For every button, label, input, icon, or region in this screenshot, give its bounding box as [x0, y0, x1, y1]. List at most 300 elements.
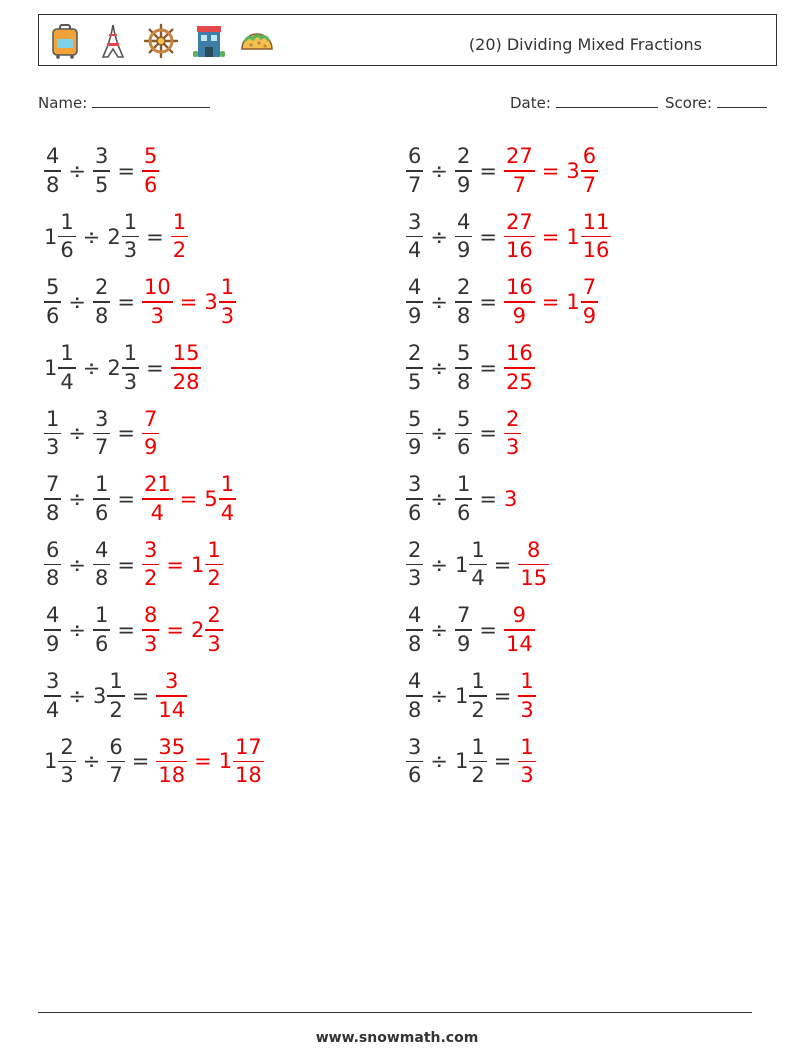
- fraction: [107, 734, 124, 788]
- answer: [142, 537, 223, 591]
- numerator: 2: [94, 275, 109, 300]
- whole-number: 3: [204, 290, 218, 315]
- answer-fraction: [518, 537, 549, 591]
- dividend: [406, 209, 423, 263]
- numerator: 5: [143, 144, 158, 169]
- name-label: Name:: [38, 94, 88, 112]
- numerator: 16: [505, 275, 533, 300]
- header-box: [38, 14, 777, 66]
- problem-item: [44, 661, 187, 731]
- numerator: 3: [408, 734, 422, 759]
- denominator: 9: [46, 631, 60, 656]
- equals-sign: =: [541, 224, 560, 249]
- problem-item: [406, 726, 536, 796]
- dividend: [44, 406, 61, 460]
- fraction: [44, 146, 61, 196]
- denominator: 6: [408, 763, 422, 788]
- numerator: 21: [143, 472, 171, 497]
- whole-number: 1: [454, 749, 469, 774]
- fraction: [219, 277, 236, 327]
- fraction: [406, 146, 423, 196]
- eiffel-tower-icon: [95, 23, 131, 59]
- numerator: 15: [172, 341, 200, 366]
- luggage-icon: [47, 23, 83, 59]
- denominator: 5: [408, 369, 422, 394]
- dividend: [44, 474, 61, 524]
- answer: [518, 734, 535, 788]
- numerator: 2: [408, 537, 422, 562]
- date-label: Date:: [510, 94, 551, 112]
- equals-sign: =: [166, 618, 184, 643]
- denominator: 9: [408, 303, 422, 328]
- score-line: [717, 93, 767, 108]
- fraction: [44, 277, 61, 327]
- numerator: 1: [220, 275, 235, 300]
- footer-divider: [38, 1012, 752, 1013]
- fraction: [122, 343, 139, 393]
- problem-item: [406, 136, 598, 206]
- denominator: 8: [46, 500, 60, 525]
- score-label: Score:: [665, 94, 713, 112]
- answer: [504, 277, 598, 327]
- dividend: [406, 734, 423, 788]
- denominator: 4: [46, 697, 60, 722]
- numerator: 1: [60, 209, 74, 234]
- name-field[interactable]: [38, 93, 210, 112]
- answer-fraction: [142, 406, 159, 460]
- numerator: 4: [46, 603, 60, 628]
- dividend: [406, 146, 423, 196]
- answer-fraction: [518, 671, 535, 721]
- answer-mixed-number: [191, 605, 223, 655]
- fraction: [93, 537, 110, 591]
- denominator: 4: [60, 369, 74, 394]
- worksheet-title: (20) Dividing Mixed Fractions: [468, 35, 702, 54]
- denominator: 2: [471, 763, 485, 788]
- divide-sign: ÷: [68, 683, 86, 708]
- divisor: [455, 343, 472, 393]
- denominator: 3: [408, 566, 422, 591]
- answer-mixed-number: [566, 277, 598, 327]
- numerator: 2: [60, 734, 74, 759]
- dividend: [44, 277, 61, 327]
- fraction: [581, 209, 612, 263]
- problem-item: [44, 398, 159, 468]
- fraction: [504, 605, 535, 655]
- fraction: [406, 537, 423, 591]
- divisor: [455, 474, 472, 524]
- numerator: 6: [582, 144, 597, 169]
- numerator: 1: [471, 669, 485, 694]
- answer: [171, 343, 202, 393]
- answer: [142, 474, 236, 524]
- divide-sign: ÷: [68, 552, 86, 577]
- numerator: 4: [94, 537, 109, 562]
- fraction: [205, 605, 222, 655]
- denominator: 15: [520, 566, 548, 591]
- denominator: 3: [150, 303, 165, 328]
- answer: [518, 671, 535, 721]
- answer-fraction: [504, 605, 535, 655]
- fraction: [44, 671, 61, 721]
- denominator: 6: [143, 172, 158, 197]
- dividend: [406, 343, 423, 393]
- denominator: 6: [94, 631, 109, 656]
- denominator: 4: [408, 238, 422, 263]
- numerator: 6: [109, 734, 123, 759]
- dividend: [44, 671, 61, 721]
- denominator: 9: [456, 631, 471, 656]
- dividend: [44, 146, 61, 196]
- denominator: 4: [150, 500, 165, 525]
- answer-fraction: [156, 671, 187, 721]
- whole-number: 2: [190, 618, 205, 643]
- numerator: 3: [143, 537, 158, 562]
- denominator: 2: [109, 697, 123, 722]
- divisor: [93, 605, 110, 655]
- answer-fraction: [504, 146, 535, 196]
- divide-sign: ÷: [430, 290, 448, 315]
- answer-mixed-number: [204, 277, 236, 327]
- divisor: [455, 605, 472, 655]
- equals-sign: =: [479, 224, 497, 249]
- dividend: [44, 537, 61, 591]
- fraction: [406, 406, 423, 460]
- denominator: 7: [512, 172, 527, 197]
- dividend: [406, 537, 423, 591]
- fraction: [518, 734, 535, 788]
- answer: [142, 605, 223, 655]
- whole-number: 3: [503, 487, 518, 511]
- fraction: [219, 474, 236, 524]
- fraction: [93, 146, 110, 196]
- equals-sign: =: [131, 749, 150, 774]
- answer: [504, 343, 535, 393]
- denominator: 8: [46, 172, 60, 197]
- fraction: [469, 734, 486, 788]
- answer-fraction: [156, 734, 187, 788]
- denominator: 3: [46, 435, 60, 460]
- numerator: 8: [527, 537, 541, 562]
- numerator: 10: [143, 275, 171, 300]
- fraction: [406, 209, 423, 263]
- numerator: 1: [60, 341, 74, 366]
- divisor: [93, 146, 110, 196]
- answer-fraction: [504, 277, 535, 327]
- denominator: 16: [582, 238, 610, 263]
- denominator: 6: [94, 500, 109, 525]
- fraction: [142, 406, 159, 460]
- divisor: [107, 734, 124, 788]
- equals-sign: =: [179, 487, 198, 511]
- answer: [518, 537, 549, 591]
- whole-number: 3: [92, 683, 107, 708]
- problem-item: [44, 464, 236, 534]
- divisor: [455, 146, 472, 196]
- whole-number: 1: [218, 749, 233, 774]
- fraction: [504, 209, 535, 263]
- denominator: 16: [505, 238, 533, 263]
- denominator: 4: [471, 566, 485, 591]
- header-icons: [47, 21, 275, 61]
- fraction: [142, 537, 159, 591]
- whole-number: 1: [44, 355, 58, 380]
- denominator: 25: [505, 369, 533, 394]
- denominator: 2: [143, 566, 158, 591]
- answer: [142, 406, 159, 460]
- equals-sign: =: [493, 749, 512, 774]
- numerator: 3: [94, 144, 109, 169]
- fraction: [455, 209, 472, 263]
- fraction: [504, 406, 521, 460]
- numerator: 7: [143, 406, 158, 431]
- denominator: 6: [456, 435, 471, 460]
- denominator: 7: [109, 763, 123, 788]
- problem-item: [406, 595, 535, 665]
- numerator: 4: [408, 603, 422, 628]
- divisor: [454, 734, 487, 788]
- fraction: [504, 343, 535, 393]
- denominator: 9: [582, 303, 597, 328]
- fraction: [406, 343, 423, 393]
- taco-icon: [239, 23, 275, 59]
- denominator: 18: [235, 763, 262, 788]
- answer-fraction: [142, 605, 159, 655]
- fraction: [142, 277, 173, 327]
- numerator: 7: [582, 275, 597, 300]
- fraction: [93, 277, 110, 327]
- answer-mixed-number: [566, 146, 598, 196]
- fraction: [518, 671, 535, 721]
- whole-number: 1: [454, 552, 469, 577]
- numerator: 3: [165, 669, 179, 694]
- denominator: 14: [158, 697, 186, 722]
- divide-sign: ÷: [430, 224, 448, 249]
- fraction: [581, 146, 598, 196]
- answer: [142, 277, 236, 327]
- numerator: 1: [220, 472, 235, 497]
- answer-fraction: [142, 537, 159, 591]
- denominator: 7: [408, 172, 422, 197]
- denominator: 2: [207, 566, 221, 591]
- equals-sign: =: [117, 290, 135, 315]
- numerator: 3: [94, 406, 109, 431]
- numerator: 6: [46, 537, 60, 562]
- divide-sign: ÷: [430, 355, 448, 380]
- answer-fraction: [504, 406, 521, 460]
- denominator: 8: [94, 303, 109, 328]
- problem-item: [406, 661, 536, 731]
- answer-fraction: [518, 734, 535, 788]
- fraction: [44, 406, 61, 460]
- name-line: [92, 93, 210, 108]
- fraction: [58, 734, 75, 788]
- numerator: 11: [582, 209, 610, 234]
- numerator: 2: [505, 406, 520, 431]
- numerator: 5: [408, 406, 422, 431]
- equals-sign: =: [146, 224, 164, 249]
- numerator: 1: [207, 537, 221, 562]
- dividend: [406, 277, 423, 327]
- numerator: 1: [456, 472, 471, 497]
- equals-sign: =: [117, 487, 135, 511]
- divide-sign: ÷: [430, 487, 448, 511]
- problem-item: [44, 202, 188, 272]
- denominator: 6: [46, 303, 60, 328]
- numerator: 3: [408, 209, 422, 234]
- numerator: 2: [456, 144, 471, 169]
- divide-sign: ÷: [430, 618, 448, 643]
- answer: [504, 146, 598, 196]
- denominator: 9: [456, 172, 471, 197]
- answer-mixed-number: [218, 734, 264, 788]
- divide-sign: ÷: [68, 290, 86, 315]
- whole-number: 3: [566, 159, 580, 183]
- numerator: 6: [408, 144, 422, 169]
- denominator: 8: [46, 566, 60, 591]
- dividend: [44, 343, 76, 393]
- whole-number: 1: [190, 552, 205, 577]
- numerator: 1: [471, 734, 485, 759]
- fraction: [406, 277, 423, 327]
- equals-sign: =: [541, 290, 560, 315]
- divide-sign: ÷: [430, 421, 448, 446]
- denominator: 6: [60, 238, 74, 263]
- whole-number: 5: [204, 487, 218, 511]
- fraction: [93, 474, 110, 524]
- divisor: [93, 537, 110, 591]
- fraction: [518, 537, 549, 591]
- answer: [156, 734, 263, 788]
- numerator: 1: [520, 669, 534, 694]
- answer: [504, 209, 611, 263]
- denominator: 3: [143, 631, 158, 656]
- fraction: [93, 605, 110, 655]
- numerator: 5: [46, 275, 60, 300]
- equals-sign: =: [194, 749, 212, 774]
- fraction: [107, 671, 124, 721]
- denominator: 7: [94, 435, 109, 460]
- divide-sign: ÷: [68, 159, 86, 183]
- fraction: [455, 146, 472, 196]
- ship-wheel-icon: [143, 23, 179, 59]
- equals-sign: =: [146, 355, 164, 380]
- fraction: [142, 605, 159, 655]
- numerator: 4: [46, 144, 60, 169]
- denominator: 28: [172, 369, 200, 394]
- divide-sign: ÷: [430, 749, 448, 774]
- equals-sign: =: [479, 355, 497, 380]
- fraction: [581, 277, 598, 327]
- divisor: [455, 671, 487, 721]
- fraction: [58, 209, 75, 263]
- answer-fraction: [142, 277, 173, 327]
- problem-item: [44, 333, 201, 403]
- date-field[interactable]: [510, 93, 658, 112]
- problem-item: [44, 530, 223, 600]
- numerator: 4: [456, 209, 471, 234]
- fraction: [205, 537, 222, 591]
- denominator: 3: [123, 369, 138, 394]
- numerator: 2: [207, 603, 221, 628]
- denominator: 3: [60, 763, 74, 788]
- equals-sign: =: [479, 290, 497, 315]
- fraction: [58, 343, 75, 393]
- numerator: 9: [512, 603, 527, 628]
- footer-url: www.snowmath.com: [315, 1030, 479, 1046]
- fraction: [455, 406, 472, 460]
- fraction: [455, 605, 472, 655]
- equals-sign: =: [179, 290, 198, 315]
- numerator: 35: [158, 734, 186, 759]
- divide-sign: ÷: [82, 749, 101, 774]
- numerator: 2: [456, 275, 471, 300]
- denominator: 9: [512, 303, 527, 328]
- equals-sign: =: [479, 487, 497, 511]
- answer: [504, 605, 535, 655]
- numerator: 4: [408, 669, 422, 694]
- equals-sign: =: [166, 552, 184, 577]
- fraction: [469, 537, 486, 591]
- dividend: [406, 406, 423, 460]
- denominator: 9: [456, 238, 471, 263]
- dividend: [406, 474, 423, 524]
- numerator: 1: [123, 341, 138, 366]
- denominator: 2: [471, 697, 485, 722]
- fraction: [142, 146, 159, 196]
- denominator: 9: [143, 435, 158, 460]
- dividend: [44, 209, 76, 263]
- numerator: 3: [408, 472, 422, 497]
- fraction: [455, 474, 472, 524]
- answer-mixed-number: [204, 474, 236, 524]
- numerator: 1: [520, 734, 534, 759]
- equals-sign: =: [493, 683, 512, 708]
- score-field[interactable]: [665, 93, 767, 112]
- divide-sign: ÷: [430, 552, 448, 577]
- answer-fraction: [171, 343, 202, 393]
- date-line: [556, 93, 658, 108]
- numerator: 3: [46, 669, 60, 694]
- numerator: 1: [109, 669, 123, 694]
- denominator: 8: [94, 566, 109, 591]
- fraction: [44, 474, 61, 524]
- denominator: 8: [408, 697, 422, 722]
- denominator: 8: [456, 303, 471, 328]
- equals-sign: =: [479, 421, 497, 446]
- denominator: 3: [520, 763, 534, 788]
- fraction: [171, 343, 202, 393]
- answer: [171, 209, 188, 263]
- answer-fraction: [171, 209, 188, 263]
- dividend: [406, 605, 423, 655]
- fraction: [469, 671, 486, 721]
- equals-sign: =: [493, 552, 512, 577]
- problem-item: [406, 202, 611, 272]
- numerator: 7: [46, 472, 60, 497]
- problem-item: [406, 398, 521, 468]
- building-icon: [191, 23, 227, 59]
- numerator: 17: [235, 734, 262, 759]
- answer-fraction: [504, 209, 535, 263]
- answer-fraction: [504, 343, 535, 393]
- divisor: [93, 277, 110, 327]
- divide-sign: ÷: [82, 355, 101, 380]
- answer: [504, 487, 518, 511]
- fraction: [504, 277, 535, 327]
- fraction: [406, 734, 423, 788]
- problem-item: [406, 333, 535, 403]
